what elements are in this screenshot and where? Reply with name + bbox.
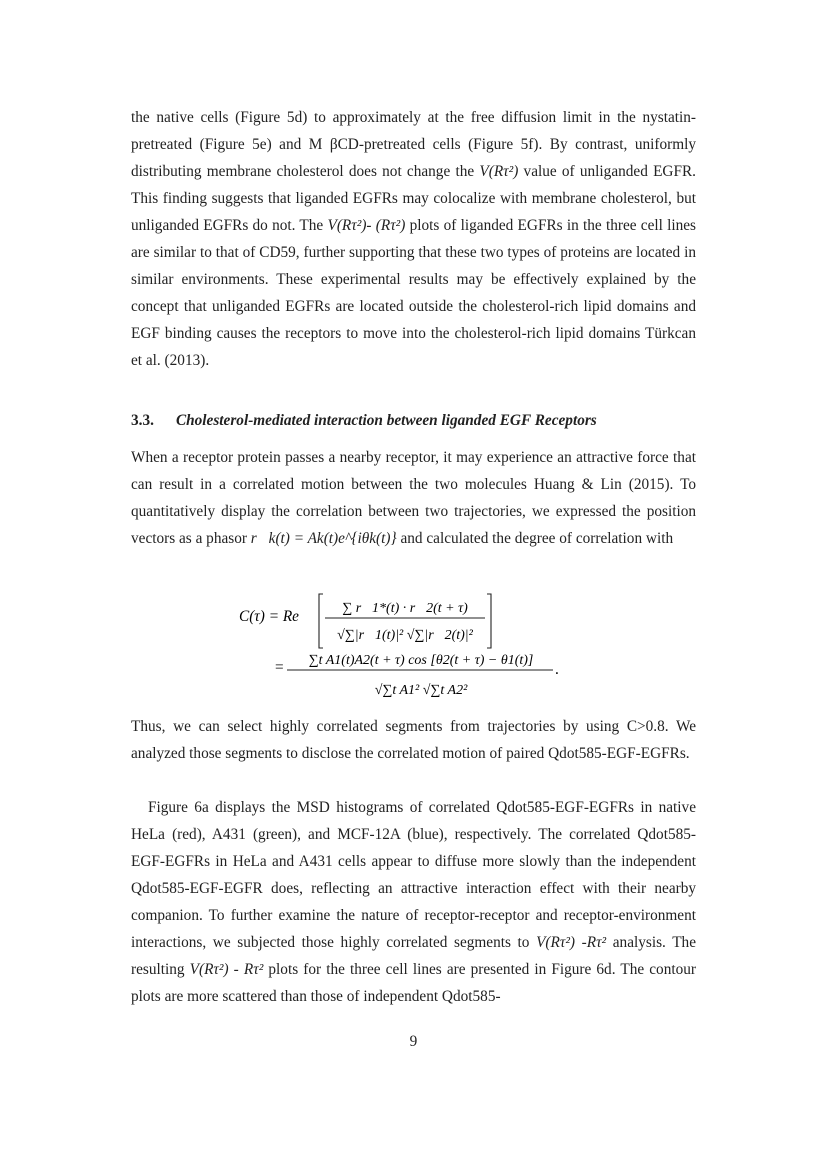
paragraph-text: Figure 6a displays the MSD histograms of correlated Qdot585-EGF-EGFRs in native HeLa (red), A431 (green), and MCF-12A (blue), respectively. The correlated Qdot585-EGF-EGFRs in HeLa and A431 cells appear to diffuse more slowly than the independent Qdot585-EGF-EGFR does, reflecting an attractive interaction effect with their nearby companion. To further examine the nature of receptor-receptor and receptor-environment interactions, we subjected those highly correlated segments to [131, 799, 696, 951]
equation-line1-denominator: √∑|r⃗1(t)|² √∑|r⃗2(t)|² [337, 628, 473, 643]
math-expression: V(Rτ²) [479, 163, 519, 180]
equation-lhs: C(τ) = Re [239, 608, 299, 625]
math-expression: V(Rτ²) - Rτ² [189, 961, 264, 978]
paragraph-text: and calculated the degree of correlation with [396, 530, 674, 547]
page-number: 9 [409, 1033, 418, 1050]
correlation-equation [235, 588, 575, 706]
paragraph-cholesterol-effect [131, 104, 696, 374]
paragraph-figure-6 [131, 794, 696, 1010]
left-bracket [319, 594, 323, 648]
equation-period: . [555, 661, 559, 678]
paragraph-text: plots for the three cell lines are presented in Figure 6d. The contour plots are more scattered than those of independent Qdot585- [131, 961, 696, 1005]
equation-line1-numerator: ∑ r⃗1*(t) · r⃗2(t + τ) [342, 601, 468, 616]
equals-sign: = [275, 659, 284, 676]
paragraph-threshold [131, 713, 696, 767]
math-expression: V(Rτ²) [536, 934, 576, 951]
paragraph-text: analysis. The resulting [131, 934, 696, 978]
paragraph-text: plots of liganded EGFRs in the three cell lines are similar to that of CD59, further supporting that these two types of proteins are located in similar environments. These experimental results may be effectively explained by the concept that unliganded EGFRs are located outside the cholesterol-rich lipid domains and EGF binding causes the receptors to move into the cholesterol-rich lipid domains Türkcan et al. (2013). [131, 217, 697, 369]
paragraph-text: value of unliganded EGFR. This finding suggests that liganded EGFRs may colocalize with membrane cholesterol, but unliganded EGFRs do not. The [131, 163, 696, 234]
equation-line2-numerator: ∑t A1(t)A2(t + τ) cos [θ2(t + τ) − θ1(t)] [308, 653, 534, 668]
section-heading [131, 407, 696, 434]
paragraph-text: the native cells (Figure 5d) to approximately at the free diffusion limit in the nystatin-pretreated (Figure 5e) and M βCD-pretreated cells (Figure 5f). By contrast, uniformly distributing membrane cholesterol does not change the [131, 109, 696, 180]
right-bracket [487, 594, 491, 648]
equation-line2-denominator: √∑t A1² √∑t A2² [374, 683, 468, 698]
section-title: Cholesterol-mediated interaction between liganded EGF Receptors [175, 412, 597, 429]
section-number: 3.3. [131, 412, 154, 429]
math-expression: V(Rτ²)- (Rτ²) [327, 217, 406, 234]
math-expression: r⃗k(t) = Ak(t)e^{iθk(t)} [250, 530, 397, 547]
paragraph-text: When a receptor protein passes a nearby receptor, it may experience an attractive force that can result in a correlated motion between the two molecules Huang & Lin (2015). To quantitatively display the correlation between two trajectories, we expressed the position vectors as a phasor [131, 449, 696, 547]
math-expression: -Rτ² [581, 934, 607, 951]
paragraph-correlation-intro [131, 444, 696, 552]
paragraph-text: Thus, we can select highly correlated segments from trajectories by using C>0.8. We analyzed those segments to disclose the correlated motion of paired Qdot585-EGF-EGFRs. [131, 718, 696, 762]
